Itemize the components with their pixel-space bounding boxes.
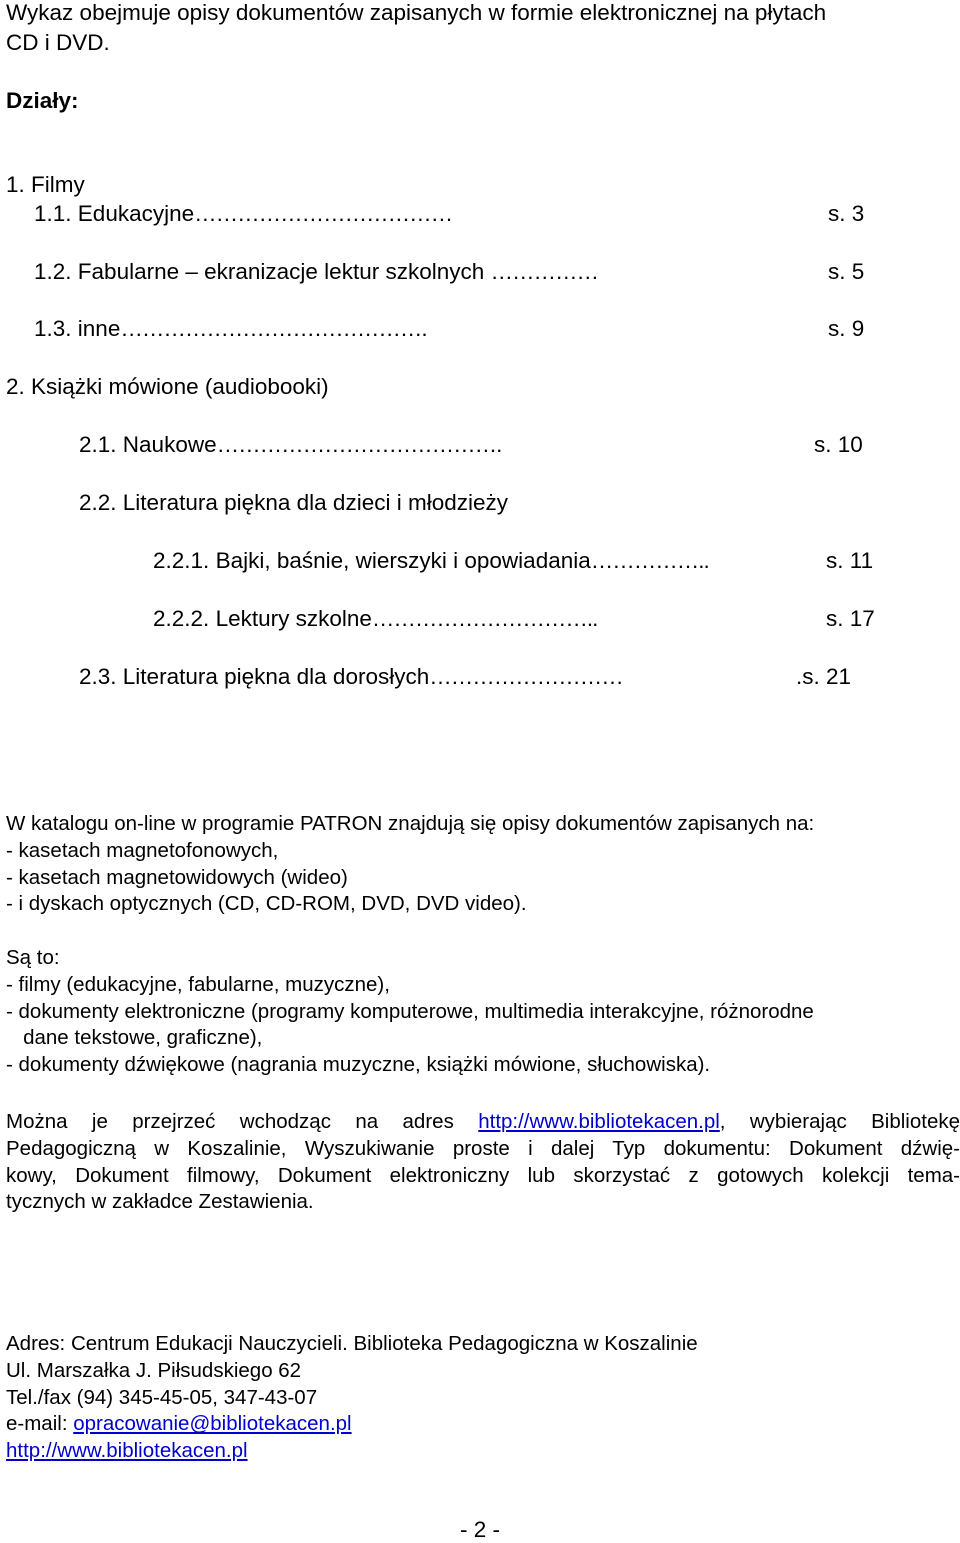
access-line-1: Można je przejrzeć wchodząc na adres http://www.bibliotekacen.pl, wybierając Bibliotekę [6,1110,960,1133]
toc-item-lektury: 2.2.2. Lektury szkolne………………………….. [153,606,598,631]
catalog-paragraph [6,811,960,918]
toc-leader: …………………………………. [216,432,502,457]
catalog-line: W katalogu on-line w programie PATRON znajdują się opisy dokumentów zapisanych na: [6,812,815,835]
toc-item-bajki: 2.2.1. Bajki, baśnie, wierszyki i opowiadania…………….. [153,548,709,573]
toc-leader: ……………………… [429,664,623,689]
toc-item-fabularne: 1.2. Fabularne – ekranizacje lektur szkolnych …………… [34,259,599,284]
toc-item-naukowe: 2.1. Naukowe…………………………………. [79,432,502,457]
contact-phone: Tel./fax (94) 345-45-05, 347-43-07 [6,1385,318,1409]
toc-page-inne: s. 9 [828,316,865,341]
catalog-link[interactable]: http://www.bibliotekacen.pl [478,1110,720,1133]
toc-page-literatura-dorosli: .s. 21 [796,664,852,689]
toc-item-literatura-dorosli: 2.3. Literatura piękna dla dorosłych……………………… [79,664,623,689]
toc-page-fabularne: s. 5 [828,259,865,284]
toc-leader: …………….. [590,548,709,573]
catalog-line: - i dyskach optycznych (CD, CD-ROM, DVD, DVD video). [6,892,527,916]
contact-address: Adres: Centrum Edukacji Nauczycieli. Biblioteka Pedagogiczna w Koszalinie [6,1332,698,1355]
types-paragraph [6,945,960,1079]
contact-block [6,1331,960,1465]
access-line: Pedagogiczną w Koszalinie, Wyszukiwanie proste i dalej Typ dokumentu: Dokument dźwię- [6,1136,960,1160]
toc-leader: ………………………….. [371,606,598,631]
types-line: dane tekstowe, graficzne), [6,1026,263,1050]
contact-website-line [6,1438,960,1465]
website-link[interactable]: http://www.bibliotekacen.pl [6,1439,248,1463]
types-line: - dokumenty dźwiękowe (nagrania muzyczne, książki mówione, słuchowiska). [6,1053,711,1077]
toc-leader: …………… [490,259,599,284]
toc-page-bajki: s. 11 [826,548,874,573]
intro-line-1: Wykaz obejmuje opisy dokumentów zapisanych w formie elektronicznej na płytach [6,0,827,25]
access-line: kowy, Dokument filmowy, Dokument elektroniczny lub skorzystać z gotowych kolekcji tema- [6,1163,960,1187]
contact-street: Ul. Marszałka J. Piłsudskiego 62 [6,1358,302,1382]
page-number: - 2 - [459,1517,500,1542]
access-paragraph [6,1109,960,1216]
toc-leader: ……………………………… [194,201,453,226]
intro-line-2: CD i DVD. [6,30,110,55]
toc-item-ksiazki-mowione: 2. Książki mówione (audiobooki) [6,374,329,399]
toc-leader: ……………………………………. [120,316,427,341]
access-line: tycznych w zakładce Zestawienia. [6,1190,314,1214]
email-link[interactable]: opracowanie@bibliotekacen.pl [73,1412,352,1436]
toc-page-edukacyjne: s. 3 [828,201,865,226]
contact-email-line: e-mail: opracowanie@bibliotekacen.pl [6,1412,352,1436]
catalog-line: - kasetach magnetofonowych, [6,838,279,862]
toc-item-filmy: 1. Filmy [6,172,85,197]
toc-page-naukowe: s. 10 [814,432,863,457]
toc-item-literatura-dzieci: 2.2. Literatura piękna dla dzieci i młodzieży [79,490,508,515]
toc-page-lektury: s. 17 [826,606,875,631]
catalog-line: - kasetach magnetowidowych (wideo) [6,865,348,889]
sections-heading: Działy: [6,88,79,113]
types-line: - dokumenty elektroniczne (programy komputerowe, multimedia interakcyjne, różnorodne [6,999,814,1023]
types-line: Są to: [6,946,60,969]
toc-item-edukacyjne: 1.1. Edukacyjne……………………………… [34,201,453,226]
toc-item-inne: 1.3. inne……………………………………. [34,316,427,341]
types-line: - filmy (edukacyjne, fabularne, muzyczne), [6,972,390,996]
